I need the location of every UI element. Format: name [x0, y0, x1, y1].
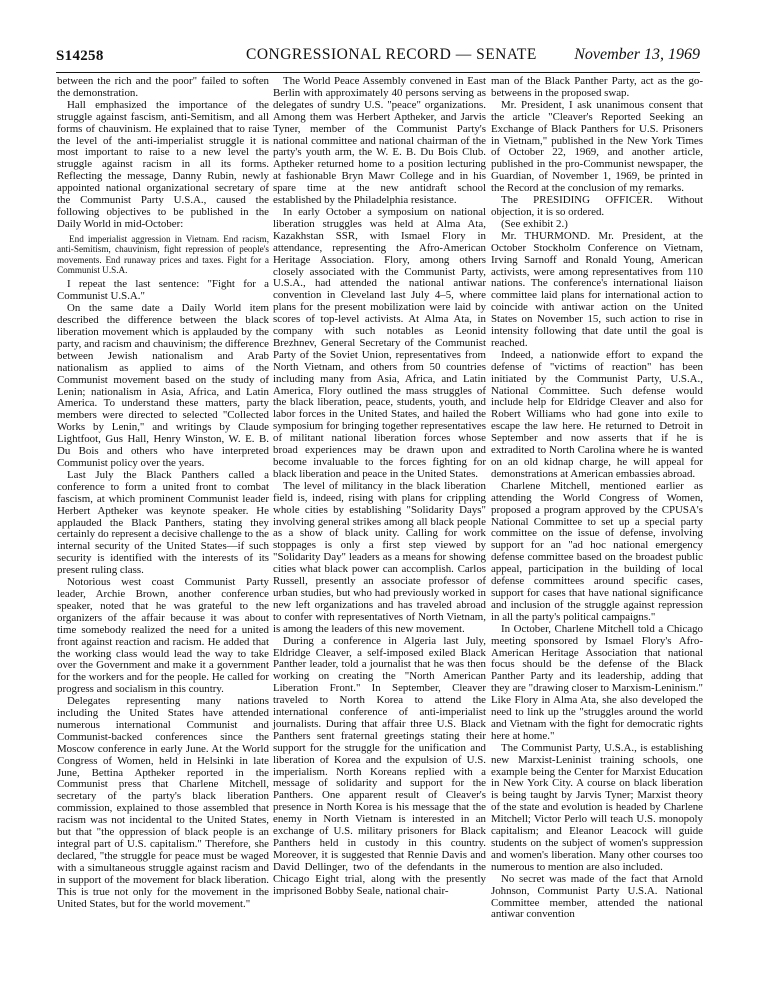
paragraph: Mr. THURMOND. Mr. President, at the October Stockholm Conference on Vietnam, Irving Sarnoff and Ronald Young, American activists, were among representatives from 110 nations. The conference's international liaison committee laid plans for international action to coincide with antiwar action on the United States on November 15, such action to rise in intensity following that date until the goal is reached. — [491, 229, 703, 349]
text-column-3 — [491, 76, 703, 921]
paragraph: Hall emphasized the importance of the struggle against fascism, anti-Semitism, and all forms of chauvinism. He explained that to raise the level of the anti-imperialist struggle it is most important to raise to a new level the struggle against racism in all its forms. Reflecting the message, Danny Rubin, newly appointed national organizational secretary of the Communist Party U.S.A., caused the following objectives to be published in the Daily World in mid-October: — [57, 98, 269, 230]
paragraph: Mr. President, I ask unanimous consent that the article "Cleaver's Reported Seeking an Exchange of Black Panthers for U.S. Prisoners in Vietnam," published in the New York Times of October 22, 1969, and another article, published in the pro-Communist newspaper, the Guardian, of November 1, 1969, be printed in the Record at the conclusion of my remarks. — [491, 98, 703, 195]
paragraph: On the same date a Daily World item described the difference between the black liberation movement which is applauded by the party, and racism and chauvinism; the difference between Jewish nationalism and Arab nationalism as applied to aims of the Communist movement based on the study of Lenin; nationalism in Asia, Africa, and Latin America. To understand these matters, party members were directed to selected "Collected Works by Lenin," and writings by Claude Lightfoot, Gus Hall, Henry Winston, W. E. B. Du Bois and others who have interpreted Communist policy over the years. — [57, 302, 269, 469]
issue-date: November 13, 1969 — [574, 46, 700, 63]
paragraph: man of the Black Panther Party, act as the go-betweens in the proposed swap. — [491, 75, 703, 99]
text-column-2 — [273, 76, 486, 898]
paragraph: The PRESIDING OFFICER. Without objection, it is so ordered. — [491, 194, 703, 218]
text-column-1 — [57, 76, 269, 910]
paragraph: between the rich and the poor" failed to soften the demonstration. — [57, 75, 269, 99]
paragraph: The level of militancy in the black liberation field is, indeed, rising with plans for crippling whole cities by establishing "Solidarity Days" involving general strikes among all black people as a show of black unity. Calling for work stoppages is only a first step viewed by "Solidarity Day" leaders as a means for showing cities what black power can accomplish. Carlos Russell, presently an associate professor of urban studies, but who had previously worked in new left organizations and has traveled abroad to confer with representatives of North Vietnam, is among the leaders of this new movement. — [273, 479, 486, 635]
paragraph: I repeat the last sentence: "Fight for a Communist U.S.A." — [57, 278, 269, 303]
page-number: S14258 — [56, 48, 104, 64]
paragraph: Charlene Mitchell, mentioned earlier as attending the World Congress of Women, proposed a program approved by the CPUSA's National Committee to set up a special party committee on the issue of defense, involving support for an "ad hoc national emergency defense committee based on the broadest public appeal, participation in the building of local defense committees around specific cases, support for cases that have national significance and inclusion of the struggle against repression in all the party's political campaigns." — [491, 479, 703, 623]
publication-title: CONGRESSIONAL RECORD — SENATE — [246, 46, 537, 63]
paragraph: Indeed, a nationwide effort to expand the defense of "victims of reaction" has been initiated by the Communist Party, U.S.A., National Committee. Such defense would include help for Eldridge Cleaver and also for Robert Williams who had gone into exile to escape the law here. He returned to Detroit in September and now asserts that if he is extradited to North Carolina where he is wanted on an old kidnap charge, he will appeal for demonstrations at American embassies abroad. — [491, 348, 703, 480]
paragraph: In October, Charlene Mitchell told a Chicago meeting sponsored by Ismael Flory's Afro-American Heritage Association that national focus should be the defense of the Black Panther Party and its leadership, adding that they are "drawing closer to Marxism-Leninism." Like Flory in Alma Ata, she also developed the need to link up the "struggles around the world and Vietnam with the fight for democratic rights here at home." — [491, 622, 703, 742]
block-quote: End imperialist aggression in Vietnam. End racism, anti-Semitism, chauvinism, fight repression of people's movements. End runaway prices and taxes. Fight for a Communist U.S.A. — [57, 233, 269, 275]
paragraph: The World Peace Assembly convened in East Berlin with approximately 40 persons serving as delegates of sundry U.S. "peace" organizations. Among them was Herbert Aptheker, and Jarvis Tyner, member of the Communist Party's national committee and national chairman of the party's youth arm, the W. E. B. Du Bois Club. Aptheker returned home to a position lecturing at fashionable Bryn Mawr College and in his spare time at the new antidraft school established by the Philadelphia resistance. — [273, 75, 486, 207]
paragraph: No secret was made of the fact that Arnold Johnson, Communist Party U.S.A. National Committee member, attended the national antiwar convention — [491, 872, 703, 921]
paragraph: In early October a symposium on national liberation struggles was held at Alma Ata, Kazakhstan SSR, with Ismael Flory in attendance, representing the Afro-American Heritage Association. Flory, among others closely associated with the Communist Party, U.S.A., had attended the national antiwar convention in Cleveland last July 4–5, where plans for the present mobilization were laid by scores of top-level activists. At Alma Ata, in company with such notables as Leonid Brezhnev, General Secretary of the Communist Party of the Soviet Union, representatives from North Vietnam, and others from 50 countries including many from Asia, Africa, and Latin America, Flory outlined the mass struggles of the black liberation, peace, students, youth, and labor forces in the United States, and hailed the symposium for bringing together representatives of militant national liberation forces whose broad experiences may be drawn upon and become invaluable to the forces fighting for black liberation and peace in the United States. — [273, 205, 486, 480]
paragraph: Notorious west coast Communist Party leader, Archie Brown, another conference speaker, noted that he was grateful to the organizers of the affair because it was about time somebody realized the need for a united front against reaction and racism. He added that the working class would lead the way to take over the Government and make it a government for the workers and for the people. He called for progress and socialism in this country. — [57, 576, 269, 696]
paragraph: Delegates representing many nations including the United States have attended numerous international Communist and Communist-backed conferences since the Moscow conference in early June. At the World Congress of Women, held in Helsinki in late June, Bettina Aptheker reported in the Communist press that Charlene Mitchell, secretary of the party's black liberation commission, explained to those assembled that racism was not incidental to the United States, but that "the oppression of black people is an integral part of U.S. capitalism." Therefore, she declared, "the struggle for peace must be waged with a simultaneous struggle against racism and in support of the movement for black liberation. This is true not only for the movement in the United States, but for the world movement." — [57, 695, 269, 910]
paragraph: Last July the Black Panthers called a conference to form a united front to combat fascism, at which prominent Communist leader Herbert Aptheker was keynote speaker. He applauded the Black Panthers, stating they certainly do represent a decisive challenge to the internal security of the United States—if such security is identified with the interests of its present ruling class. — [57, 468, 269, 577]
paragraph: During a conference in Algeria last July, Eldridge Cleaver, a self-imposed exiled Black Panther leader, told a journalist that he was then working on creating the "North American Liberation Front." In September, Cleaver traveled to North Korea to attend the international conference of anti-imperialist journalists. During that affair three U.S. Black Panthers sent fraternal greetings stating their support for the struggle for the unification and liberation of Korea and the expulsion of U.S. imperialism. North Koreans replied with a message of solidarity and support for the Panthers. One apparent result of Cleaver's presence in North Korea is his message that the enemy in North Vietnam is interested in an exchange of U.S. military prisoners for Black Panthers held in custody in this country. Moreover, it is suggested that Rennie Davis and David Dellinger, two of the defendants in the Chicago Eight trial, along with the presently imprisoned Bobby Seale, national chair- — [273, 634, 486, 897]
paragraph: The Communist Party, U.S.A., is establishing new Marxist-Leninist training schools, one example being the Center for Marxist Education in New York City. A course on black liberation is being taught by Jarvis Tyner; Marxist theory of the state and evolution is headed by Charlene Mitchell; Victor Perlo will teach U.S. monopoly capitalism; and Eleanor Leacock will guide students on the subject of women's suppression and women's liberation. Many other courses too numerous to mention are also included. — [491, 741, 703, 873]
paragraph: (See exhibit 2.) — [501, 217, 568, 230]
page-header — [56, 46, 700, 73]
